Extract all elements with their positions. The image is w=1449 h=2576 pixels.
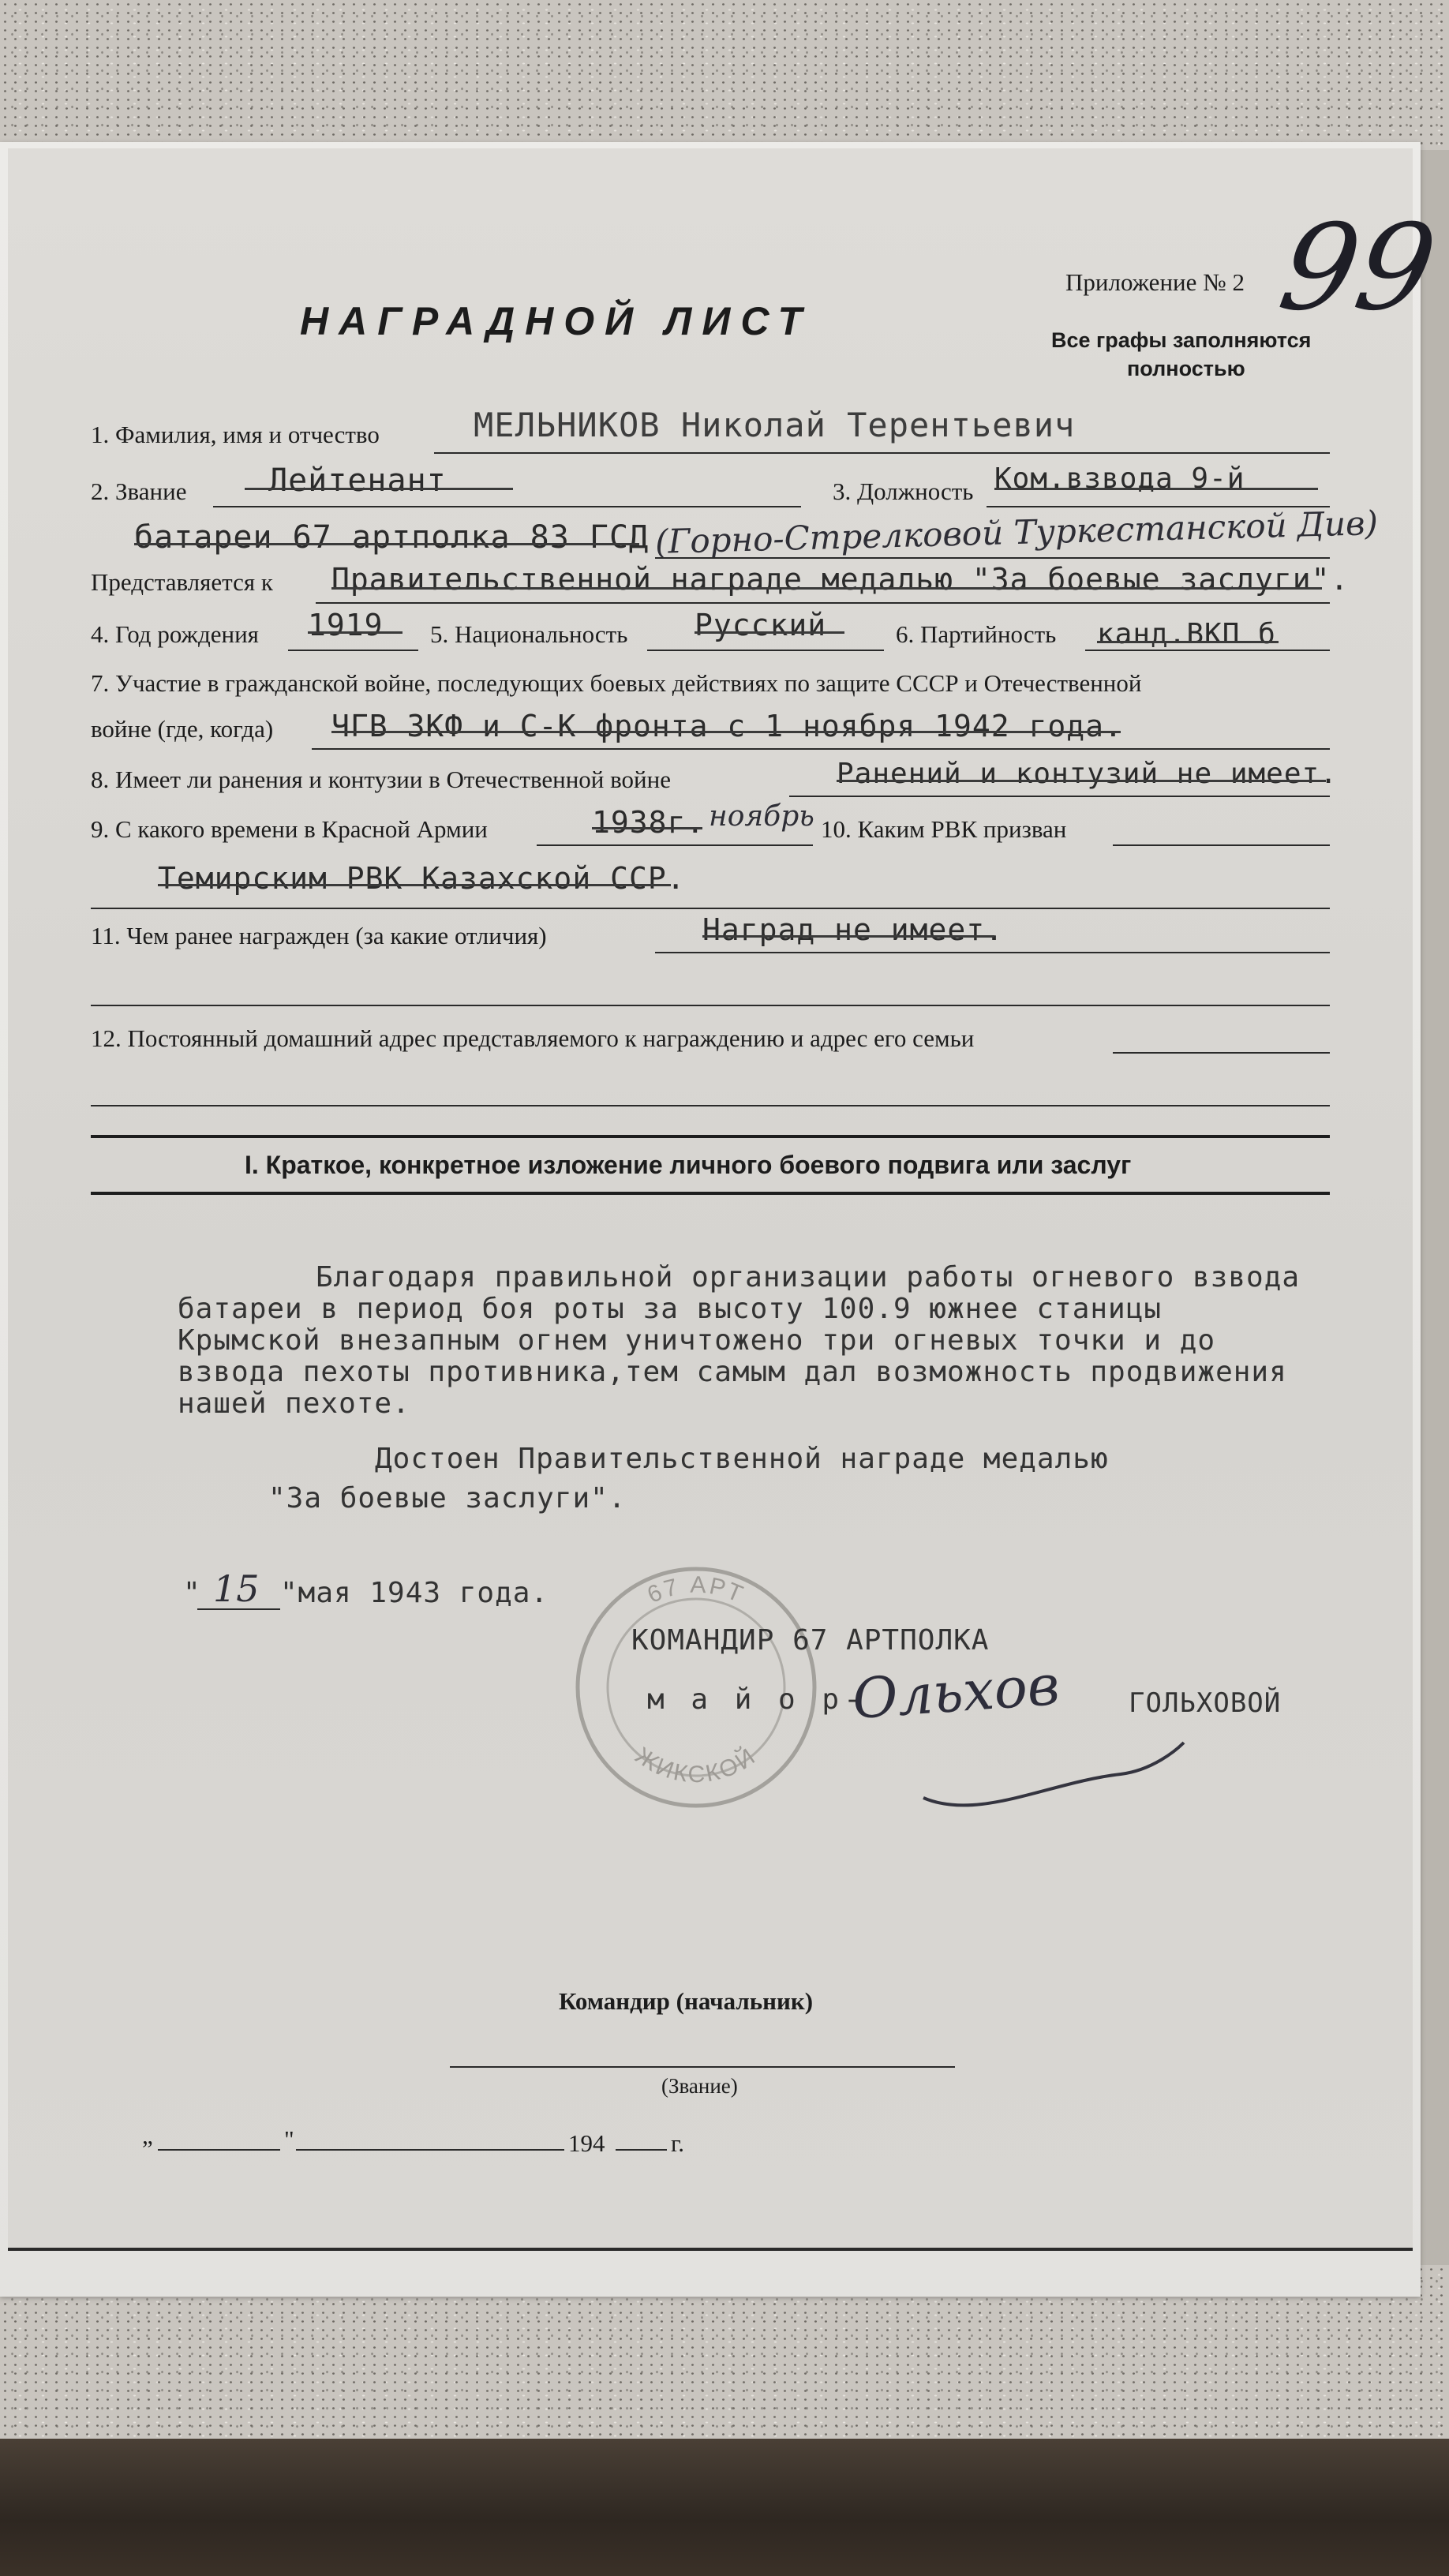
conclusion-line-2: "За боевые заслуги".	[268, 1482, 627, 1515]
conclusion-line-1: Достоен Правительственной награде медалью	[375, 1443, 1109, 1475]
field-10-label: 10. Каким РВК призван	[821, 815, 1067, 843]
field-11-label: 11. Чем ранее награжден (за какие отличия)	[91, 922, 547, 949]
field-11-value: Наград не имеет.	[702, 912, 1005, 947]
field-3-value: Ком.взвода 9-й	[994, 462, 1245, 495]
field-3-label: 3. Должность	[833, 477, 974, 505]
field-9-handwritten: ноябрь	[709, 800, 814, 833]
svg-text:ЖИКСКОЙ	[631, 1742, 762, 1788]
footer-date-quote-close: "	[284, 2125, 294, 2153]
svg-text:67 АРТ	[644, 1572, 749, 1608]
field-1-value: МЕЛЬНИКОВ Николай Терентьевич	[474, 406, 1076, 444]
date-quote-open: "	[183, 1577, 201, 1609]
date-month-year: "мая 1943 года.	[280, 1577, 549, 1609]
signer-name: ГОЛЬХОВОЙ	[1129, 1687, 1282, 1719]
presented-value: Правительственной награде медалью "За боевые заслуги".	[331, 562, 1350, 597]
commander-label: Командир (начальник)	[559, 1987, 814, 2015]
section-1-line-5: нашей пехоте.	[178, 1387, 410, 1420]
field-10-value: Темирским РВК Казахской ССР.	[158, 861, 686, 896]
field-7-label-2: войне (где, когда)	[91, 715, 274, 743]
field-7-value: ЧГВ ЗКФ и С-К фронта с 1 ноября 1942 года.	[331, 709, 1123, 743]
field-4-value: 1919	[308, 608, 384, 642]
presented-label: Представляется к	[91, 568, 273, 596]
field-9-label: 9. С какого времени в Красной Армии	[91, 815, 488, 843]
field-4-label: 4. Год рождения	[91, 620, 259, 648]
field-3-value-continued: батареи 67 артполка 83 ГСД	[134, 519, 650, 556]
instruction-line-1: Все графы заполняются	[1051, 328, 1312, 352]
rank-caption: (Звание)	[661, 2074, 738, 2098]
footer-year: 194	[568, 2129, 605, 2157]
field-3-handwritten: (Горно-Стрелковой Туркестанской Див)	[654, 504, 1379, 561]
signer-title: КОМАНДИР 67 АРТПОЛКА	[631, 1624, 990, 1657]
date-day: 15	[213, 1567, 260, 1610]
footer-year-suffix: г.	[671, 2129, 684, 2157]
field-7-label-1: 7. Участие в гражданской войне, последующих боевых действиях по защите СССР и Отечественной	[91, 669, 1142, 697]
field-6-value: канд.ВКП б	[1097, 618, 1276, 650]
document-title: НАГРАДНОЙ ЛИСТ	[300, 299, 813, 343]
section-1-line-3: Крымской внезапным огнем уничтожено три огневых точки и до	[178, 1324, 1216, 1357]
photocopy-paper	[0, 142, 1446, 2297]
field-8-value: Ранений и контузий не имеет.	[837, 758, 1338, 790]
instruction-line-2: полностью	[1127, 357, 1245, 380]
field-8-label: 8. Имеет ли ранения и контузии в Отечественной войне	[91, 766, 671, 793]
signature-flourish	[915, 1735, 1200, 1829]
signer-rank: м а й о р-	[647, 1683, 866, 1716]
field-5-value: Русский	[695, 608, 827, 642]
stamp-text-top: 67 АРТ	[643, 1571, 749, 1608]
footer-date-quote: „	[142, 2121, 153, 2149]
field-1-label: 1. Фамилия, имя и отчество	[91, 421, 380, 448]
archive-number: 99	[1270, 200, 1446, 337]
section-1-heading: I. Краткое, конкретное изложение личного боевого подвига или заслуг	[245, 1151, 1132, 1179]
section-1-line-1: Благодаря правильной организации работы огневого взвода	[316, 1261, 1301, 1294]
field-9-value: 1938г.	[592, 805, 706, 840]
section-1-line-2: батареи в период боя роты за высоту 100.9 южнее станицы	[178, 1293, 1163, 1325]
signature: Ольхов	[850, 1652, 1061, 1732]
field-6-label: 6. Партийность	[896, 620, 1057, 648]
section-1-line-4: взвода пехоты противника,тем самым дал возможность продвижения	[178, 1356, 1287, 1388]
stamp-text-bottom: ЖИКСКОЙ	[631, 1742, 762, 1788]
field-2-value: Лейтенант	[268, 462, 447, 499]
appendix-label: Приложение № 2	[1065, 268, 1245, 296]
background-floor	[0, 2439, 1449, 2576]
background-surface-top	[0, 0, 1449, 150]
field-12-label: 12. Постоянный домашний адрес представляемого к награждению и адрес его семьи	[91, 1024, 975, 1052]
field-2-label: 2. Звание	[91, 477, 187, 505]
award-sheet	[8, 148, 1446, 2251]
field-5-label: 5. Национальность	[430, 620, 628, 648]
